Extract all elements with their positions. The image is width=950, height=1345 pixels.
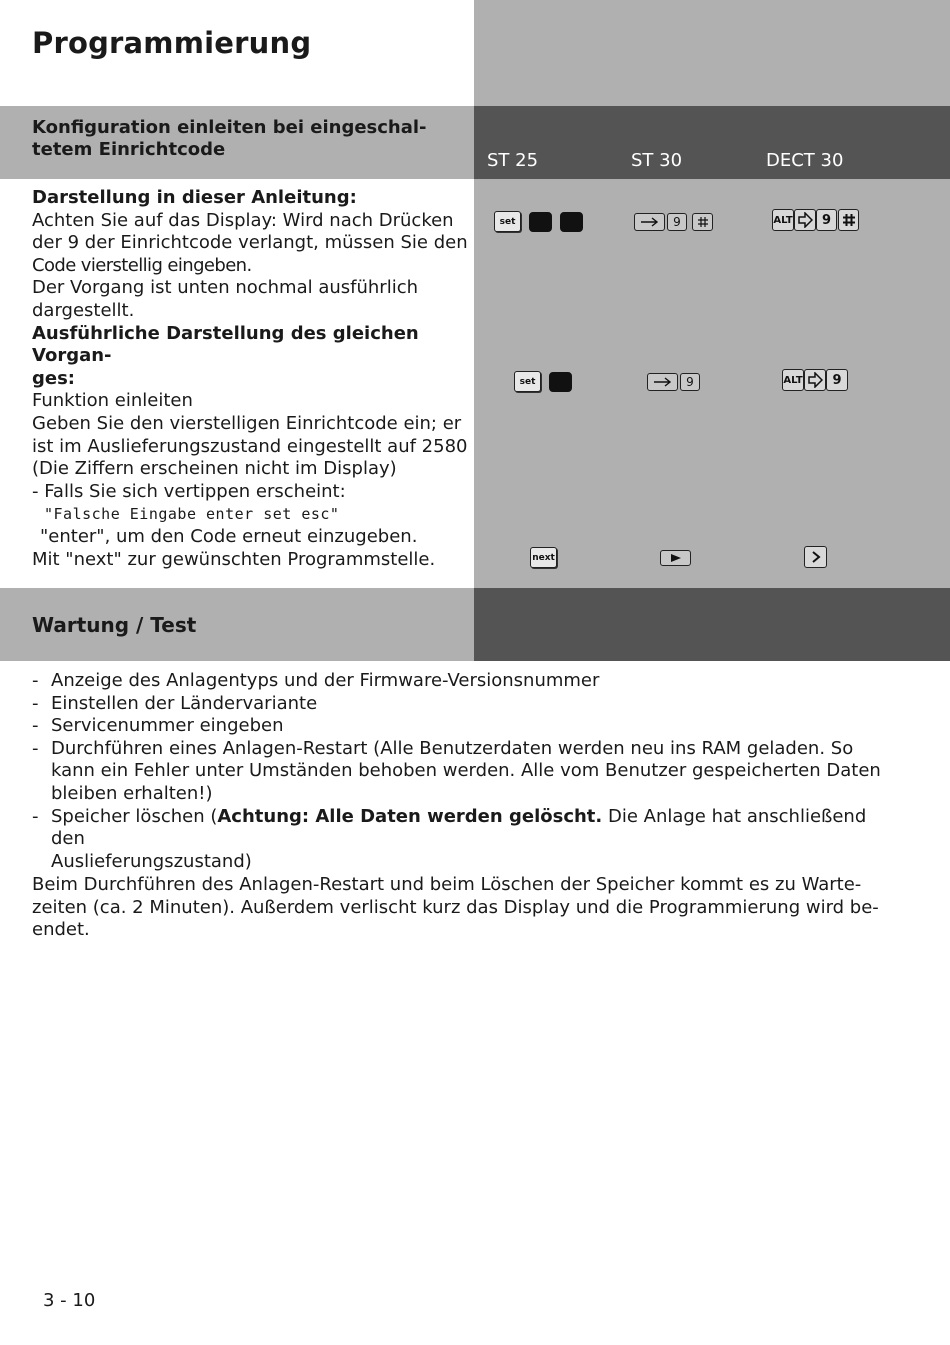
page-title: Programmierung	[32, 26, 312, 60]
section1-title-line1: Konfiguration einleiten bei eingeschal-	[32, 117, 427, 138]
text-line: Achten Sie auf das Display: Wird nach Drücken	[32, 209, 454, 231]
column-label-dect30: DECT 30	[766, 150, 844, 171]
arrow-key-icon	[647, 373, 678, 391]
section2-title: Wartung / Test	[32, 613, 197, 637]
keys-panel	[474, 179, 950, 588]
text-line: (Die Ziffern erscheinen nicht im Display)	[32, 458, 397, 480]
text-line: "enter", um den Code erneut einzugeben.	[40, 525, 418, 547]
text-line: der 9 der Einrichtcode verlangt, müssen Sie den	[32, 232, 468, 254]
detail-heading: Ausführliche Darstellung des gleichen Vorgan-	[32, 322, 419, 367]
instructions-heading: Darstellung in dieser Anleitung:	[32, 187, 357, 208]
alt-key-icon: ALT	[782, 369, 804, 391]
section1-columns-band	[474, 106, 950, 179]
section1-title-line2: tetem Einrichtcode	[32, 139, 226, 160]
list-item: - Einstellen der Ländervariante	[32, 692, 318, 714]
play-key-icon	[660, 550, 691, 566]
text-line: ist im Auslieferungszustand eingestellt auf 2580	[32, 435, 468, 457]
alt-key-icon: ALT	[772, 209, 794, 231]
column-label-st30: ST 30	[631, 150, 683, 171]
display-message: "Falsche Eingabe enter set esc"	[44, 505, 340, 524]
list-item: - Anzeige des Anlagentyps und der Firmware-Versionsnummer	[32, 670, 600, 691]
black-key-icon	[560, 212, 583, 232]
black-key-icon	[549, 372, 572, 392]
text-line: Code vierstellig eingeben.	[32, 254, 252, 276]
text-line: - Falls Sie sich vertippen erscheint:	[32, 480, 346, 502]
hash-key-icon	[692, 213, 713, 231]
nine-key-icon: 9	[816, 209, 837, 231]
nine-key-icon: 9	[667, 213, 687, 231]
text-line: dargestellt.	[32, 299, 135, 321]
nine-key-icon: 9	[826, 369, 848, 391]
text-line: Der Vorgang ist unten nochmal ausführlich	[32, 277, 419, 299]
instructions-text	[32, 187, 472, 571]
column-label-st25: ST 25	[487, 150, 539, 171]
black-key-icon	[529, 212, 552, 232]
arrow-key-icon	[804, 369, 826, 391]
arrow-key-icon	[794, 209, 816, 231]
maintenance-list	[32, 670, 892, 873]
list-item: - Durchführen eines Anlagen-Restart (Alle Benutzerdaten werden neu ins RAM geladen. So kann ein Fehler unter Umständen behoben werden. Alle vom Benutzer gespeicherten Daten bleiben erhalten!)	[32, 737, 881, 804]
next-key-icon: next	[530, 547, 557, 568]
section2-dark-band	[474, 588, 950, 661]
nine-key-icon: 9	[680, 373, 700, 391]
text-line: Funktion einleiten	[32, 390, 193, 412]
page-number: 3 - 10	[43, 1290, 96, 1311]
restart-note-paragraph: Beim Durchführen des Anlagen-Restart und beim Löschen der Speicher kommt es zu Warte- zeiten (ca. 2 Minuten). Außerdem verlischt kurz das Display und die Programmierung wird be- endet.	[32, 874, 879, 941]
set-key-icon: set	[494, 211, 521, 232]
list-item: - Speicher löschen (Achtung: Alle Daten werden gelöscht. Die Anlage hat anschließend den Auslieferungszustand)	[32, 805, 867, 872]
detail-heading: ges:	[32, 367, 76, 389]
arrow-key-icon	[634, 213, 665, 231]
text-line: Geben Sie den vierstelligen Einrichtcode ein; er	[32, 412, 462, 434]
chevron-right-key-icon	[804, 546, 827, 568]
list-item: - Servicenummer eingeben	[32, 715, 284, 737]
set-key-icon: set	[514, 371, 541, 392]
text-line: Mit "next" zur gewünschten Programmstelle.	[32, 548, 436, 570]
hash-key-icon	[838, 209, 859, 231]
header-gray-panel	[474, 0, 950, 106]
section1-title	[32, 117, 462, 161]
